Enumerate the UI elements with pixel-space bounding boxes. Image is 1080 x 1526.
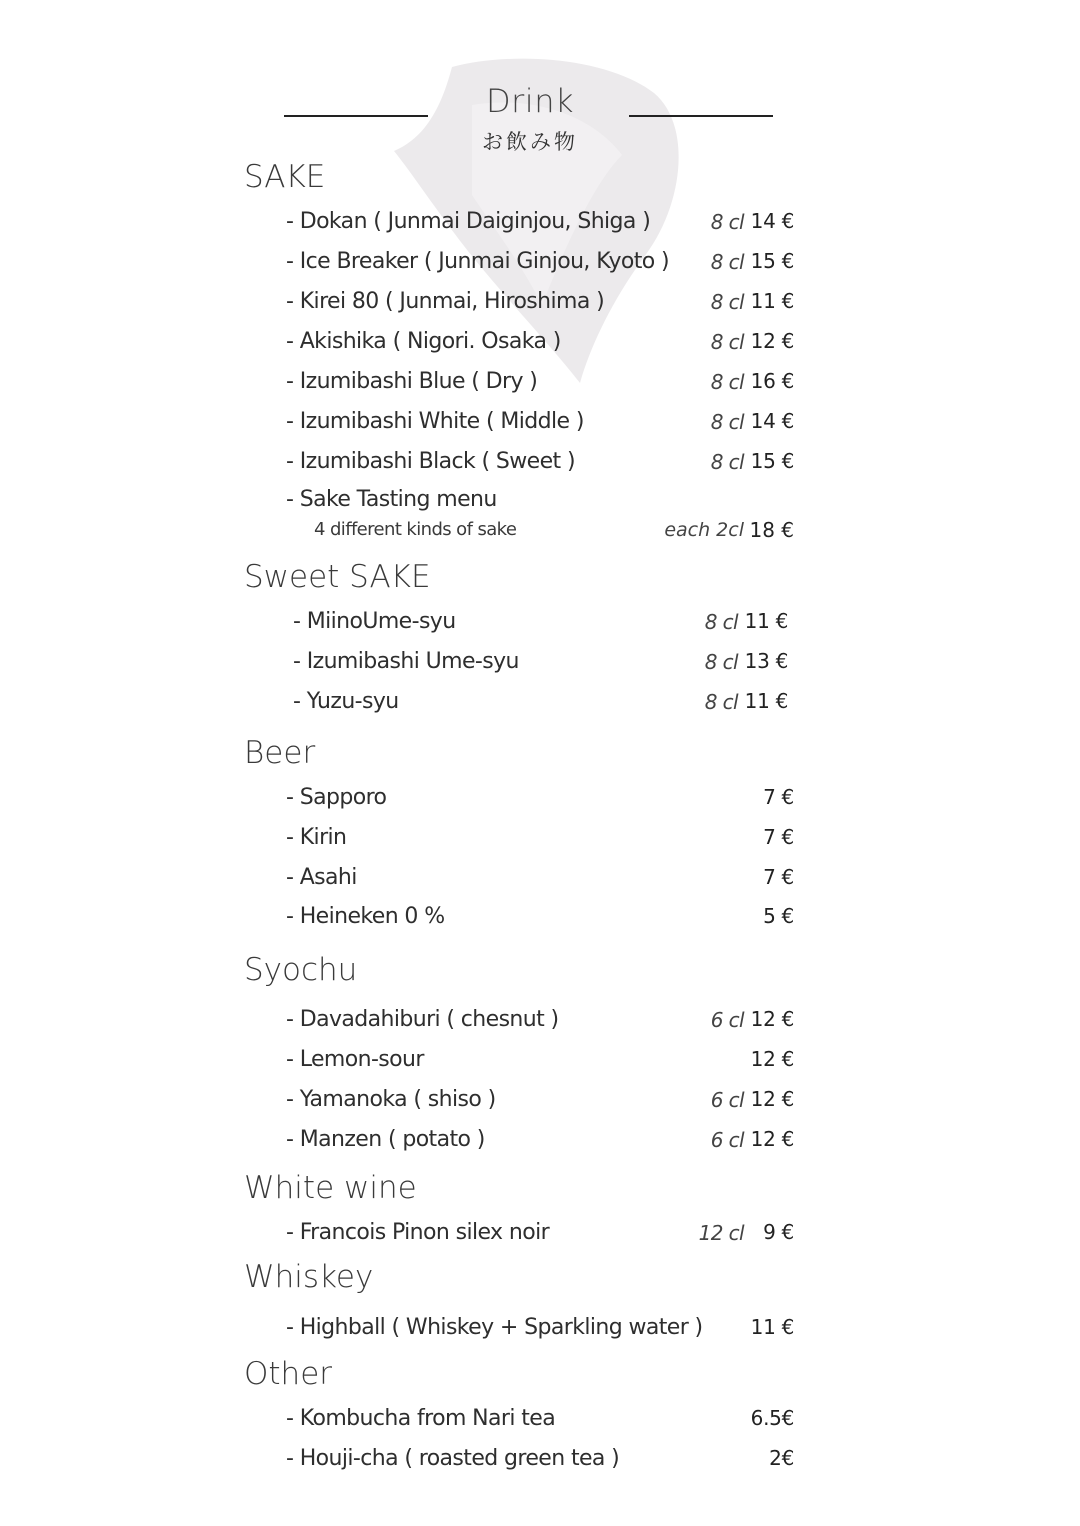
item-price: 14 € [750, 209, 794, 233]
section-heading-sake: SAKE [244, 159, 326, 195]
menu-item [286, 329, 794, 359]
item-name: - Yuzu-syu [293, 689, 399, 714]
tasting-price: 18 € [749, 518, 794, 542]
item-name: - Highball ( Whiskey + Sparkling water ) [286, 1315, 703, 1340]
menu-item [286, 1047, 794, 1077]
section-heading-syochu: Syochu [244, 952, 358, 988]
item-price: 6.5€ [750, 1406, 794, 1430]
menu-item [286, 785, 794, 815]
item-name: - Houji-cha ( roasted green tea ) [286, 1446, 620, 1471]
tasting-note: 4 different kinds of sake [314, 519, 517, 540]
menu-item [293, 689, 788, 719]
section-heading-beer: Beer [244, 735, 316, 771]
menu-item [286, 409, 794, 439]
item-volume: 8 cl [710, 210, 744, 234]
page-subtitle-japanese: お飲み物 [482, 130, 578, 154]
menu-item [286, 1446, 794, 1476]
menu-item [286, 904, 794, 934]
item-name: - Kirin [286, 825, 347, 850]
item-volume: 8 cl [710, 290, 744, 314]
item-name: - Izumibashi White ( Middle ) [286, 409, 584, 434]
item-price: 11 € [744, 689, 788, 713]
menu-item-tasting [286, 487, 794, 517]
item-volume: 8 cl [710, 330, 744, 354]
item-price: 12 € [750, 329, 794, 353]
item-price: 7 € [763, 825, 794, 849]
item-name: - Sake Tasting menu [286, 487, 497, 512]
item-name: - Heineken 0 % [286, 904, 445, 929]
item-name: - Kirei 80 ( Junmai, Hiroshima ) [286, 289, 605, 314]
page-title: Drink [486, 82, 574, 120]
item-price: 11 € [744, 609, 788, 633]
item-volume: 8 cl [710, 450, 744, 474]
item-volume: 6 cl [710, 1088, 744, 1112]
item-price: 16 € [750, 369, 794, 393]
header-left-rule [284, 115, 428, 117]
menu-item [286, 865, 794, 895]
menu-item [286, 209, 794, 239]
item-price: 2€ [769, 1446, 794, 1470]
item-price: 7 € [763, 865, 794, 889]
item-volume: 8 cl [704, 690, 738, 714]
menu-item [286, 1087, 794, 1117]
section-heading-whiskey: Whiskey [244, 1259, 374, 1295]
item-name: - Francois Pinon silex noir [286, 1220, 550, 1245]
item-name: - Izumibashi Ume-syu [293, 649, 519, 674]
menu-item [286, 1406, 794, 1436]
item-name: - Sapporo [286, 785, 387, 810]
item-volume: 6 cl [710, 1128, 744, 1152]
menu-item [286, 1220, 794, 1250]
menu-item [286, 369, 794, 399]
item-name: - Yamanoka ( shiso ) [286, 1087, 496, 1112]
item-price: 7 € [763, 785, 794, 809]
menu-item [293, 649, 788, 679]
item-price: 11 € [750, 1315, 794, 1339]
menu-item [286, 249, 794, 279]
item-name: - Kombucha from Nari tea [286, 1406, 556, 1431]
item-price: 15 € [750, 449, 794, 473]
item-name: - Dokan ( Junmai Daiginjou, Shiga ) [286, 209, 651, 234]
section-heading-other: Other [244, 1356, 333, 1392]
tasting-volume: each 2cl [664, 519, 744, 541]
item-price: 13 € [744, 649, 788, 673]
item-volume: 8 cl [710, 250, 744, 274]
menu-item [286, 289, 794, 319]
item-price: 14 € [750, 409, 794, 433]
item-price: 12 € [750, 1087, 794, 1111]
item-volume: 6 cl [710, 1008, 744, 1032]
item-name: - Izumibashi Blue ( Dry ) [286, 369, 538, 394]
item-price: 9 € [763, 1220, 794, 1244]
menu-item [286, 1127, 794, 1157]
item-name: - Asahi [286, 865, 357, 890]
item-price: 15 € [750, 249, 794, 273]
menu-item [286, 825, 794, 855]
item-price: 12 € [750, 1047, 794, 1071]
menu-item [286, 1007, 794, 1037]
item-price: 11 € [750, 289, 794, 313]
section-heading-sweet-sake: Sweet SAKE [244, 559, 431, 595]
header-right-rule [629, 115, 773, 117]
item-name: - Akishika ( Nigori. Osaka ) [286, 329, 561, 354]
item-volume: 8 cl [710, 410, 744, 434]
item-name: - Lemon-sour [286, 1047, 424, 1072]
item-volume: 12 cl [698, 1221, 744, 1245]
item-name: - Izumibashi Black ( Sweet ) [286, 449, 575, 474]
item-volume: 8 cl [704, 610, 738, 634]
item-price: 12 € [750, 1007, 794, 1031]
item-name: - Ice Breaker ( Junmai Ginjou, Kyoto ) [286, 249, 669, 274]
item-price: 12 € [750, 1127, 794, 1151]
item-volume: 8 cl [704, 650, 738, 674]
item-volume: 8 cl [710, 370, 744, 394]
item-name: - MiinoUme-syu [293, 609, 456, 634]
item-name: - Manzen ( potato ) [286, 1127, 485, 1152]
item-price: 5 € [763, 904, 794, 928]
section-heading-white-wine: White wine [244, 1170, 417, 1206]
menu-item [286, 449, 794, 479]
item-name: - Davadahiburi ( chesnut ) [286, 1007, 559, 1032]
menu-item [293, 609, 788, 639]
menu-item [286, 1315, 794, 1345]
